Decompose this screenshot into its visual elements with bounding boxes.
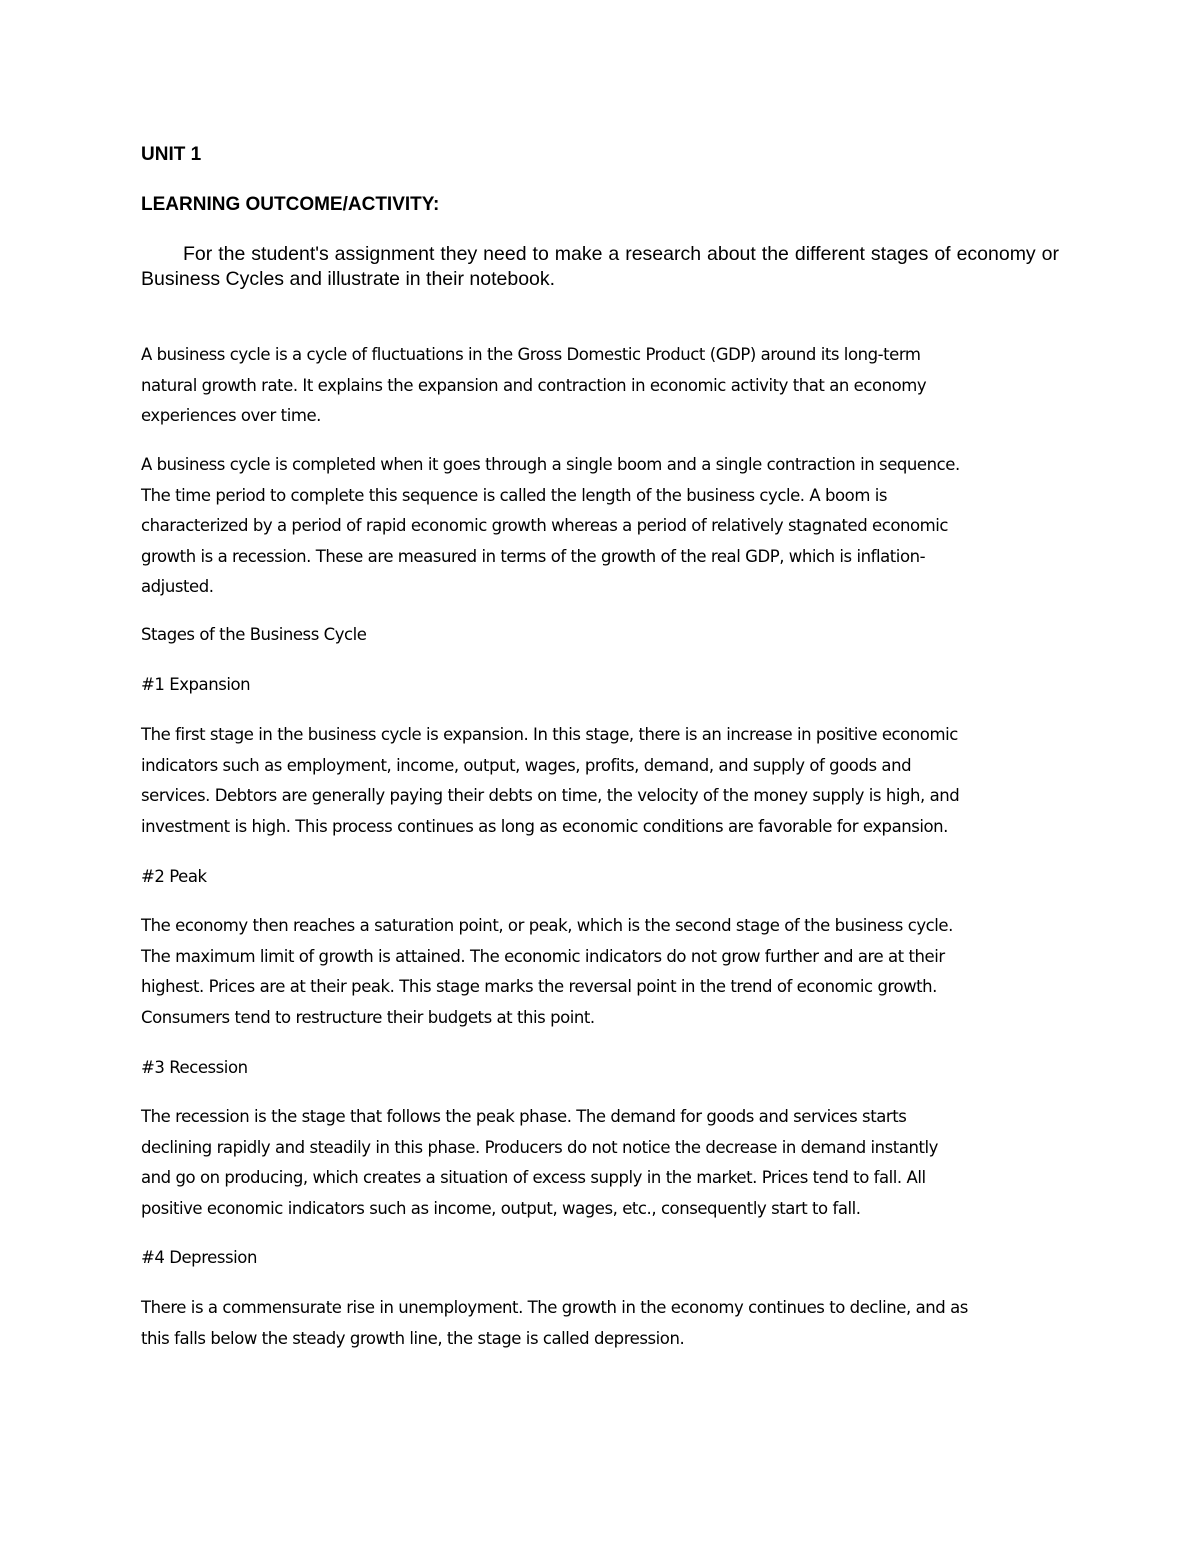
paragraph-line: The recession is the stage that follows the peak phase. The demand for goods and services starts (141, 1107, 907, 1126)
assignment-paragraph: For the student's assignment they need to make a research about the different stages of economy or Business Cycles and illustrate in their notebook. (141, 243, 1059, 290)
stage-paragraph-recession (141, 1102, 1061, 1224)
learning-outcome-heading: LEARNING OUTCOME/ACTIVITY: (141, 194, 440, 215)
stage-title-peak: #2 Peak (141, 867, 207, 886)
intro-paragraph-1 (141, 340, 1061, 432)
stage-title-expansion: #1 Expansion (141, 675, 251, 694)
paragraph-line: highest. Prices are at their peak. This stage marks the reversal point in the trend of economic growth. (141, 977, 937, 996)
stage-title-depression: #4 Depression (141, 1248, 257, 1267)
stage-paragraph-peak (141, 911, 1061, 1033)
paragraph-line: declining rapidly and steadily in this phase. Producers do not notice the decrease in demand instantly (141, 1137, 938, 1157)
paragraph-line: indicators such as employment, income, output, wages, profits, demand, and supply of goods and (141, 755, 912, 775)
paragraph-line: experiences over time. (141, 406, 321, 425)
stages-heading: Stages of the Business Cycle (141, 625, 367, 644)
unit-title: UNIT 1 (141, 144, 202, 165)
paragraph-line: natural growth rate. It explains the expansion and contraction in economic activity that an economy (141, 375, 927, 395)
intro-paragraph-2 (141, 450, 1061, 603)
paragraph-line: this falls below the steady growth line, the stage is called depression. (141, 1328, 685, 1348)
paragraph-line: There is a commensurate rise in unemployment. The growth in the economy continues to decline, and as (141, 1298, 968, 1317)
paragraph-line: A business cycle is completed when it goes through a single boom and a single contraction in sequence. (141, 455, 960, 474)
paragraph-line: growth is a recession. These are measured in terms of the growth of the real GDP, which is inflation- (141, 546, 926, 566)
paragraph-line: and go on producing, which creates a situation of excess supply in the market. Prices tend to fall. All (141, 1168, 926, 1187)
paragraph-line: positive economic indicators such as income, output, wages, etc., consequently start to fall. (141, 1198, 861, 1218)
stage-title-recession: #3 Recession (141, 1058, 248, 1077)
stage-paragraph-depression (141, 1293, 1061, 1354)
stage-paragraph-expansion (141, 720, 1061, 842)
paragraph-line: services. Debtors are generally paying their debts on time, the velocity of the money supply is high, and (141, 786, 960, 805)
paragraph-line: The first stage in the business cycle is expansion. In this stage, there is an increase in positive economic (141, 725, 958, 744)
paragraph-line: investment is high. This process continues as long as economic conditions are favorable for expansion. (141, 816, 948, 836)
paragraph-line: characterized by a period of rapid economic growth whereas a period of relatively stagnated economic (141, 516, 949, 535)
paragraph-line: Consumers tend to restructure their budgets at this point. (141, 1007, 595, 1027)
paragraph-line: adjusted. (141, 577, 214, 596)
paragraph-line: A business cycle is a cycle of fluctuations in the Gross Domestic Product (GDP) around its long-term (141, 345, 921, 364)
paragraph-line: The economy then reaches a saturation point, or peak, which is the second stage of the business cycle. (141, 916, 953, 935)
paragraph-line: The maximum limit of growth is attained. The economic indicators do not grow further and are at their (141, 946, 945, 966)
paragraph-line: The time period to complete this sequence is called the length of the business cycle. A boom is (141, 485, 888, 505)
